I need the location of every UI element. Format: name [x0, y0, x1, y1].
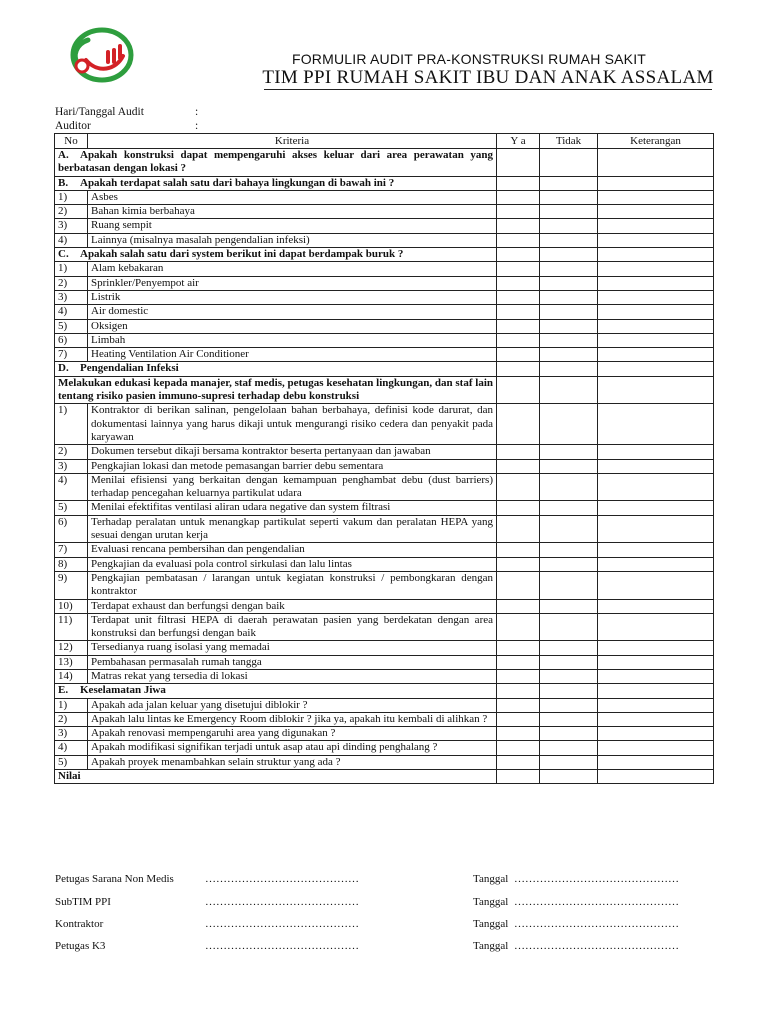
criteria-text: Menilai efektifitas ventilasi aliran udara negative dan system filtrasi [88, 501, 497, 515]
ya-cell[interactable] [497, 248, 540, 262]
section-letter: E. [58, 684, 69, 697]
criteria-text: Asbes [88, 190, 497, 204]
tidak-cell[interactable] [540, 319, 598, 333]
table-row [55, 473, 714, 501]
tidak-cell[interactable] [540, 276, 598, 290]
keterangan-cell[interactable] [598, 473, 714, 501]
total-row [55, 770, 714, 784]
signature-line[interactable]: …………………………………… [205, 896, 359, 908]
ya-cell[interactable] [497, 712, 540, 726]
keterangan-cell[interactable] [598, 698, 714, 712]
row-number: 7) [55, 543, 88, 557]
tidak-cell[interactable] [540, 557, 598, 571]
tidak-cell[interactable] [540, 712, 598, 726]
keterangan-cell[interactable] [598, 290, 714, 304]
ya-cell[interactable] [497, 613, 540, 641]
tidak-cell[interactable] [540, 515, 598, 543]
signature-line[interactable]: …………………………………… [205, 918, 359, 930]
ya-cell[interactable] [497, 641, 540, 655]
row-number: 2) [55, 445, 88, 459]
section-text: Pengendalian Infeksi [80, 362, 179, 375]
row-number: 9) [55, 571, 88, 599]
tidak-cell[interactable] [540, 305, 598, 319]
row-number: 12) [55, 641, 88, 655]
signature-label: Petugas K3 [55, 940, 106, 952]
signature-line[interactable]: …………………………………… [205, 940, 359, 952]
criteria-text: Sprinkler/Penyempot air [88, 276, 497, 290]
column-header-no: No [55, 134, 88, 149]
date-label: Tanggal [473, 896, 509, 908]
ya-cell[interactable] [497, 770, 540, 784]
row-number: 6) [55, 333, 88, 347]
row-number: 13) [55, 655, 88, 669]
row-number: 5) [55, 319, 88, 333]
row-number: 6) [55, 515, 88, 543]
row-number: 3) [55, 459, 88, 473]
ya-cell[interactable] [497, 755, 540, 769]
row-number: 4) [55, 741, 88, 755]
date-label: Tanggal [473, 873, 509, 885]
column-header-tidak: Tidak [540, 134, 598, 149]
keterangan-cell[interactable] [598, 613, 714, 641]
keterangan-cell[interactable] [598, 684, 714, 698]
ya-cell[interactable] [497, 698, 540, 712]
section-heading [55, 248, 497, 262]
tidak-cell[interactable] [540, 233, 598, 247]
table-row [55, 233, 714, 247]
keterangan-cell[interactable] [598, 276, 714, 290]
tidak-cell[interactable] [540, 543, 598, 557]
tidak-cell[interactable] [540, 641, 598, 655]
table-row [55, 262, 714, 276]
total-label: Nilai [55, 770, 497, 784]
section-heading [55, 176, 497, 190]
criteria-text: Tersedianya ruang isolasi yang memadai [88, 641, 497, 655]
table-row [55, 290, 714, 304]
criteria-text: Listrik [88, 290, 497, 304]
ya-cell[interactable] [497, 290, 540, 304]
ya-cell[interactable] [497, 176, 540, 190]
tidak-cell[interactable] [540, 655, 598, 669]
tidak-cell[interactable] [540, 262, 598, 276]
table-row [55, 276, 714, 290]
keterangan-cell[interactable] [598, 741, 714, 755]
table-header-row [55, 134, 714, 149]
ya-cell[interactable] [497, 599, 540, 613]
section-row [55, 362, 714, 376]
criteria-text: Limbah [88, 333, 497, 347]
table-row [55, 333, 714, 347]
section-letter: C. [58, 248, 69, 261]
organization-title: TIM PPI RUMAH SAKIT IBU DAN ANAK ASSALAM [262, 67, 714, 88]
meta-colon: : [195, 106, 199, 118]
date-line[interactable]: ……………………………………… [514, 896, 679, 908]
tidak-cell[interactable] [540, 176, 598, 190]
row-number: 1) [55, 190, 88, 204]
row-number: 1) [55, 698, 88, 712]
section-letter: B. [58, 176, 69, 189]
meta-label: Hari/Tanggal Audit [55, 106, 144, 118]
date-line[interactable]: ……………………………………… [514, 918, 679, 930]
criteria-text: Matras rekat yang tersedia di lokasi [88, 669, 497, 683]
row-number: 3) [55, 219, 88, 233]
ya-cell[interactable] [497, 655, 540, 669]
ya-cell[interactable] [497, 348, 540, 362]
tidak-cell[interactable] [540, 698, 598, 712]
tidak-cell[interactable] [540, 770, 598, 784]
criteria-text: Pengkajian lokasi dan metode pemasangan barrier debu sementara [88, 459, 497, 473]
row-number: 5) [55, 501, 88, 515]
tidak-cell[interactable] [540, 571, 598, 599]
table-row [55, 305, 714, 319]
section-row [55, 248, 714, 262]
criteria-text: Apakah lalu lintas ke Emergency Room diblokir ? jika ya, apakah itu kembali di alihkan ? [88, 712, 497, 726]
ya-cell[interactable] [497, 557, 540, 571]
ya-cell[interactable] [497, 727, 540, 741]
tidak-cell[interactable] [540, 501, 598, 515]
ya-cell[interactable] [497, 205, 540, 219]
keterangan-cell[interactable] [598, 219, 714, 233]
row-number: 10) [55, 599, 88, 613]
table-row [55, 543, 714, 557]
section-heading [55, 684, 497, 698]
table-row [55, 613, 714, 641]
tidak-cell[interactable] [540, 333, 598, 347]
tidak-cell[interactable] [540, 290, 598, 304]
keterangan-cell[interactable] [598, 669, 714, 683]
ya-cell[interactable] [497, 741, 540, 755]
tidak-cell[interactable] [540, 445, 598, 459]
section-text: Keselamatan Jiwa [80, 684, 166, 697]
row-number: 11) [55, 613, 88, 641]
section-text: Apakah salah satu dari system berikut ini dapat berdampak buruk ? [80, 248, 404, 261]
keterangan-cell[interactable] [598, 233, 714, 247]
ya-cell[interactable] [497, 262, 540, 276]
row-number: 14) [55, 669, 88, 683]
row-number: 1) [55, 404, 88, 445]
keterangan-cell[interactable] [598, 599, 714, 613]
keterangan-cell[interactable] [598, 571, 714, 599]
tidak-cell[interactable] [540, 376, 598, 404]
criteria-text: Pembahasan permasalah rumah tangga [88, 655, 497, 669]
column-header-keterangan: Keterangan [598, 134, 714, 149]
tidak-cell[interactable] [540, 362, 598, 376]
table-row [55, 571, 714, 599]
keterangan-cell[interactable] [598, 248, 714, 262]
table-row [55, 348, 714, 362]
row-number: 2) [55, 205, 88, 219]
keterangan-cell[interactable] [598, 176, 714, 190]
section-letter: D. [58, 362, 69, 375]
ya-cell[interactable] [497, 473, 540, 501]
criteria-text: Dokumen tersebut dikaji bersama kontraktor beserta pertanyaan dan jawaban [88, 445, 497, 459]
tidak-cell[interactable] [540, 219, 598, 233]
criteria-text: Heating Ventilation Air Conditioner [88, 348, 497, 362]
table-row [55, 445, 714, 459]
row-number: 3) [55, 290, 88, 304]
subsection-row [55, 376, 714, 404]
keterangan-cell[interactable] [598, 362, 714, 376]
ya-cell[interactable] [497, 543, 540, 557]
keterangan-cell[interactable] [598, 333, 714, 347]
tidak-cell[interactable] [540, 205, 598, 219]
signature-label: Petugas Sarana Non Medis [55, 873, 174, 885]
table-row [55, 459, 714, 473]
row-number: 2) [55, 712, 88, 726]
ya-cell[interactable] [497, 362, 540, 376]
table-body [55, 149, 714, 784]
ya-cell[interactable] [497, 333, 540, 347]
criteria-text: Oksigen [88, 319, 497, 333]
tidak-cell[interactable] [540, 727, 598, 741]
keterangan-cell[interactable] [598, 641, 714, 655]
ya-cell[interactable] [497, 445, 540, 459]
tidak-cell[interactable] [540, 473, 598, 501]
section-heading [55, 149, 497, 177]
criteria-text: Apakah ada jalan keluar yang disetujui diblokir ? [88, 698, 497, 712]
tidak-cell[interactable] [540, 613, 598, 641]
criteria-text: Terhadap peralatan untuk menangkap partikulat seperti vakum dan peralatan HEPA yang sesuai dengan urutan kerja [88, 515, 497, 543]
keterangan-cell[interactable] [598, 305, 714, 319]
criteria-text: Apakah modifikasi signifikan terjadi untuk asap atau api dinding penghalang ? [88, 741, 497, 755]
criteria-text: Pengkajian da evaluasi pola control sirkulasi dan lalu lintas [88, 557, 497, 571]
ya-cell[interactable] [497, 276, 540, 290]
table-row [55, 190, 714, 204]
row-number: 8) [55, 557, 88, 571]
row-number: 2) [55, 276, 88, 290]
row-number: 4) [55, 473, 88, 501]
ya-cell[interactable] [497, 501, 540, 515]
criteria-text: Menilai efisiensi yang berkaitan dengan kemampuan penghambat debu (dust barriers) terhadap pencegahan keluarnya partikulat udara [88, 473, 497, 501]
ya-cell[interactable] [497, 571, 540, 599]
tidak-cell[interactable] [540, 348, 598, 362]
ya-cell[interactable] [497, 669, 540, 683]
keterangan-cell[interactable] [598, 205, 714, 219]
tidak-cell[interactable] [540, 190, 598, 204]
date-line[interactable]: ……………………………………… [514, 873, 679, 885]
table-row [55, 205, 714, 219]
column-header-ya: Y a [497, 134, 540, 149]
keterangan-cell[interactable] [598, 149, 714, 177]
keterangan-cell[interactable] [598, 515, 714, 543]
table-row [55, 599, 714, 613]
meta-label: Auditor [55, 120, 91, 132]
ya-cell[interactable] [497, 404, 540, 445]
ya-cell[interactable] [497, 319, 540, 333]
form-title: FORMULIR AUDIT PRA-KONSTRUKSI RUMAH SAKIT [291, 51, 647, 67]
section-row [55, 149, 714, 177]
tidak-cell[interactable] [540, 459, 598, 473]
ya-cell[interactable] [497, 684, 540, 698]
date-label: Tanggal [473, 918, 509, 930]
criteria-text: Terdapat unit filtrasi HEPA di daerah perawatan pasien yang berdekatan dengan area konstruksi dan berfungsi dengan baik [88, 613, 497, 641]
ya-cell[interactable] [497, 376, 540, 404]
tidak-cell[interactable] [540, 684, 598, 698]
ya-cell[interactable] [497, 190, 540, 204]
hospital-logo [68, 26, 136, 84]
keterangan-cell[interactable] [598, 501, 714, 515]
section-row [55, 176, 714, 190]
keterangan-cell[interactable] [598, 459, 714, 473]
criteria-text: Lainnya (misalnya masalah pengendalian infeksi) [88, 233, 497, 247]
date-line[interactable]: ……………………………………… [514, 940, 679, 952]
table-row [55, 712, 714, 726]
keterangan-cell[interactable] [598, 445, 714, 459]
column-header-kriteria: Kriteria [88, 134, 497, 149]
header-divider [264, 89, 712, 90]
keterangan-cell[interactable] [598, 190, 714, 204]
subsection-heading: Melakukan edukasi kepada manajer, staf medis, petugas kesehatan lingkungan, dan staf lain tentang risiko pasien immuno-supresi terhadap debu konstruksi [55, 376, 497, 404]
keterangan-cell[interactable] [598, 404, 714, 445]
ya-cell[interactable] [497, 233, 540, 247]
keterangan-cell[interactable] [598, 655, 714, 669]
ya-cell[interactable] [497, 515, 540, 543]
signature-label: SubTIM PPI [55, 896, 111, 908]
ya-cell[interactable] [497, 305, 540, 319]
tidak-cell[interactable] [540, 741, 598, 755]
table-row [55, 501, 714, 515]
tidak-cell[interactable] [540, 248, 598, 262]
keterangan-cell[interactable] [598, 319, 714, 333]
keterangan-cell[interactable] [598, 376, 714, 404]
keterangan-cell[interactable] [598, 770, 714, 784]
table-row [55, 404, 714, 445]
date-label: Tanggal [473, 940, 509, 952]
table-row [55, 219, 714, 233]
row-number: 3) [55, 727, 88, 741]
keterangan-cell[interactable] [598, 543, 714, 557]
table-row [55, 669, 714, 683]
tidak-cell[interactable] [540, 669, 598, 683]
keterangan-cell[interactable] [598, 727, 714, 741]
table-row [55, 515, 714, 543]
criteria-text: Pengkajian pembatasan / larangan untuk kegiatan konstruksi / pembongkaran dengan kontraktor [88, 571, 497, 599]
ya-cell[interactable] [497, 459, 540, 473]
criteria-text: Evaluasi rencana pembersihan dan pengendalian [88, 543, 497, 557]
table-row [55, 741, 714, 755]
table-row [55, 698, 714, 712]
signature-line[interactable]: …………………………………… [205, 873, 359, 885]
table-row [55, 641, 714, 655]
keterangan-cell[interactable] [598, 348, 714, 362]
table-row [55, 557, 714, 571]
table-row [55, 755, 714, 769]
criteria-text: Bahan kimia berbahaya [88, 205, 497, 219]
row-number: 1) [55, 262, 88, 276]
keterangan-cell[interactable] [598, 262, 714, 276]
row-number: 7) [55, 348, 88, 362]
keterangan-cell[interactable] [598, 712, 714, 726]
section-row [55, 684, 714, 698]
meta-colon: : [195, 120, 199, 132]
ya-cell[interactable] [497, 219, 540, 233]
keterangan-cell[interactable] [598, 755, 714, 769]
section-text: Apakah terdapat salah satu dari bahaya lingkungan di bawah ini ? [80, 176, 395, 189]
section-heading [55, 362, 497, 376]
tidak-cell[interactable] [540, 599, 598, 613]
tidak-cell[interactable] [540, 404, 598, 445]
criteria-text: Apakah renovasi mempengaruhi area yang digunakan ? [88, 727, 497, 741]
signature-label: Kontraktor [55, 918, 104, 930]
table-row [55, 319, 714, 333]
keterangan-cell[interactable] [598, 557, 714, 571]
criteria-text: Ruang sempit [88, 219, 497, 233]
ya-cell[interactable] [497, 149, 540, 177]
section-letter: A. [58, 149, 69, 161]
table-row [55, 655, 714, 669]
table-row [55, 727, 714, 741]
criteria-text: Alam kebakaran [88, 262, 497, 276]
criteria-text: Air domestic [88, 305, 497, 319]
criteria-text: Apakah proyek menambahkan selain struktur yang ada ? [88, 755, 497, 769]
section-text: Apakah konstruksi dapat mempengaruhi akses keluar dari area perawatan yang berbatasan dengan lokasi ? [58, 149, 493, 175]
criteria-text: Kontraktor di berikan salinan, pengelolaan bahan berbahaya, definisi kode darurat, dan dokumentasi lainnya yang harus dikaji untuk mengurangi risiko cedera dan penyakit pada karyawan [88, 404, 497, 445]
row-number: 4) [55, 305, 88, 319]
row-number: 4) [55, 233, 88, 247]
criteria-text: Terdapat exhaust dan berfungsi dengan baik [88, 599, 497, 613]
tidak-cell[interactable] [540, 149, 598, 177]
row-number: 5) [55, 755, 88, 769]
tidak-cell[interactable] [540, 755, 598, 769]
audit-checklist-table [54, 133, 714, 784]
